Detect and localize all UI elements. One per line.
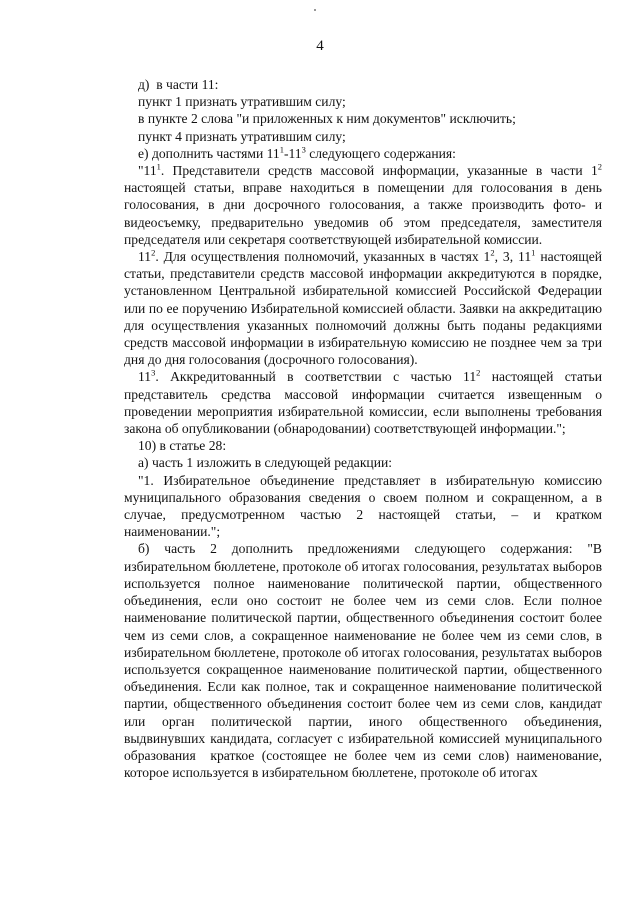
paragraph-item-10-b: б) часть 2 дополнить предложениями следующего содержания: "В избирательном бюллетене, протоколе об итогах голосования, результатах выборов используется полное наименование политической партии, общественного объединения, если оно состоит не более чем из семи слов. Если полное наименование политической партии, общественного объединения состоит более чем из семи слов, а сокращенное наименование не более чем из семи слов, в избирательном бюллетене, протоколе об итогах голосования, результатах выборов используется сокращенное наименование политической партии, общественного объединения. Если как полное, так и сокращенное наименование политической партии, общественного объединения состоит более чем из семи слов, кандидат или орган политической партии, иного общественного объединения, выдвинувших кандидата, согласует с избирательной комиссией муниципального образования краткое (состоящее не более чем из семи слов) наименование, которое используется в избирательном бюллетене, протоколе об итогах [124, 541, 602, 781]
paragraph-item-10: 10) в статье 28: [138, 438, 227, 454]
paragraph-e-heading: е) дополнить частями $11^1-11^3$ следующего содержания: [138, 144, 456, 161]
paragraph-d-item-1: пункт 1 признать утратившим силу; [138, 94, 346, 110]
paragraph-item-10-a: а) часть 1 изложить в следующей редакции: [138, 455, 393, 471]
paragraph-part-11-2: $11^2$. Для осуществления полномочий, указанных в частях $1^2$, 3, $11^1$ настоящей статьи, представители средств массовой информации аккредитуются в порядке, установленном Центральной избирательной комиссией Российской Федерации или по ее поручению Избирательной комиссией области. Заявки на аккредитацию для осуществления указанных полномочий должны быть поданы редакциями средств массовой информации в избирательную комиссию не позднее чем за три дня до дня голосования (досрочного голосования). [124, 247, 603, 368]
scan-speck [314, 9, 316, 11]
paragraph-part-1-text: "1. Избирательное объединение представляет в избирательную комиссию муниципального образования сведения о своем полном и сокращенном, а в случае, предусмотренном частью 2 настоящей статьи, – и кратком наименовании."; [124, 472, 602, 540]
paragraph-d-heading: д) в части 11: [138, 77, 219, 92]
page-number: 4 [316, 38, 324, 54]
paragraph-part-11-3: $11^3$. Аккредитованный в соответствии с частью $11^2$ настоящей статьи представитель средства массовой информации считается извещенным о проведении мероприятия избирательной комиссии, если выполнены требования закона об опубликовании (обнародовании) соответствующей информации."; [124, 367, 603, 437]
paragraph-d-item-2: в пункте 2 слова "и приложенных к ним документов" исключить; [138, 111, 516, 127]
paragraph-d-item-4: пункт 4 признать утратившим силу; [138, 128, 346, 144]
document-body [124, 76, 602, 781]
paragraph-part-11-1: "$11^1$. Представители средств массовой информации, указанные в части $1^2$ настоящей статьи, вправе находиться в помещении для голосования в день голосования, в дни досрочного голосования, а также производить фото- и видеосъемку, предварительно уведомив об этом председателя, заместителя председателя или секретаря соответствующей избирательной комиссии. [124, 161, 602, 247]
